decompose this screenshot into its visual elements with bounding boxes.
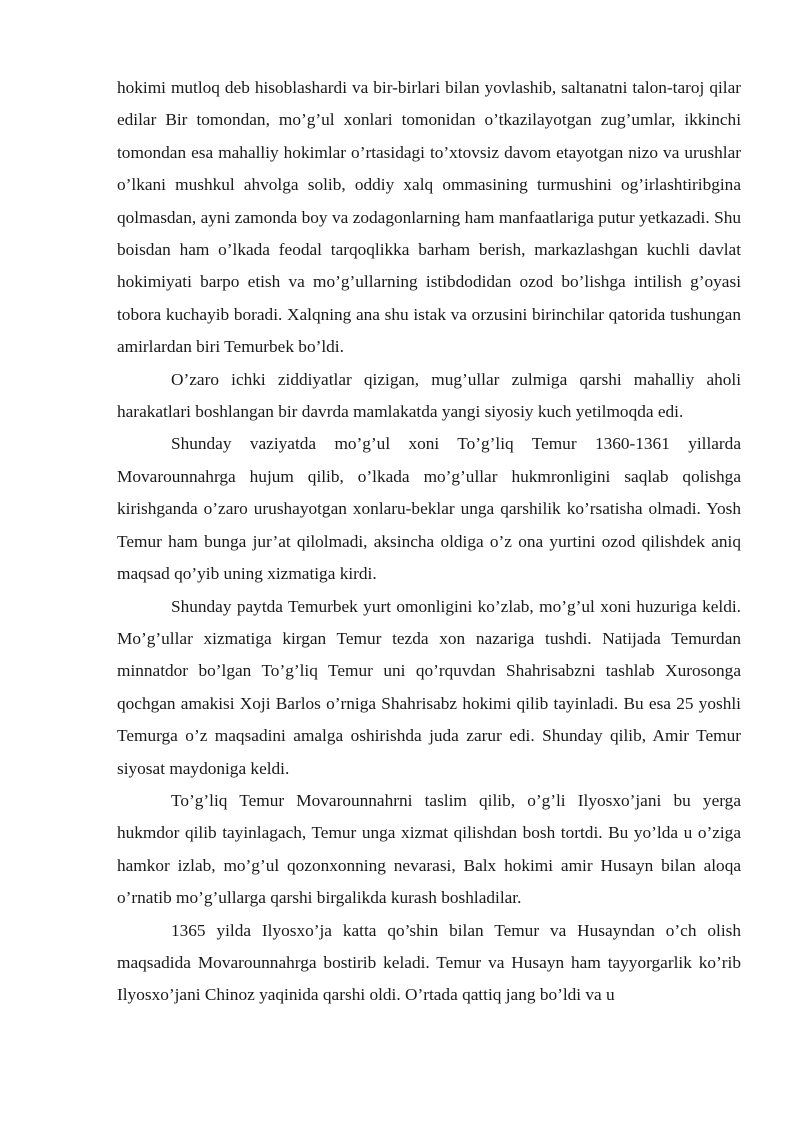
paragraph-4: Shunday paytda Temurbek yurt omonligini ko’zlab, mo’g’ul xoni huzuriga keldi. Mo’g’ullar xizmatiga kirgan Temur tezda xon nazariga tushdi. Natijada Temurdan minnatdor bo’lgan To’g’liq Temur uni qo’rquvdan Shahrisabzni tashlab Xurosonga qochgan amakisi Xoji Barlos o’rniga Shahrisabz hokimi qilib tayinladi. Bu esa 25 yoshli Temurga o’z maqsadini amalga oshirishda juda zarur edi. Shunday qilib, Amir Temur siyosat maydoniga keldi. <box>117 596 741 778</box>
paragraph-2: O’zaro ichki ziddiyatlar qizigan, mug’ullar zulmiga qarshi mahalliy aholi harakatlari boshlangan bir davrda mamlakatda yangi siyosiy kuch yetilmoqda edi. <box>117 369 741 422</box>
paragraph-3: Shunday vaziyatda mo’g’ul xoni To’g’liq Temur 1360-1361 yillarda Movarounnahrga hujum qilib, o’lkada mo’g’ullar hukmronligini saqlab qolishga kirishganda o’zaro urushayotgan xonlaru-beklar unga qarshilik ko’rsatisha olmadi. Yosh Temur ham bunga jur’at qilolmadi, aksincha oldiga o’z ona yurtini ozod qilishdek aniq maqsad qo’yib uning xizmatiga kirdi. <box>117 434 741 584</box>
paragraph-1: hokimi mutloq deb hisoblashardi va bir-birlari bilan yovlashib, saltanatni talon-taroj qilar edilar Bir tomondan, mo’g’ul xonlari tomonidan o’tkazilayotgan zug’umlar, ikkinchi tomondan esa mahalliy hokimlar o’rtasidagi to’xtovsiz davom etayotgan nizo va urushlar o’lkani mushkul ahvolga solib, oddiy xalq ommasining turmushini og’irlashtiribgina qolmasdan, ayni zamonda boy va zodagonlarning ham manfaatlariga putur yetkazadi. Shu boisdan ham o’lkada feodal tarqoqlikka barham berish, markazlashgan kuchli davlat hokimiyati barpo etish va mo’g’ullarning istibdodidan ozod bo’lishga intilish g’oyasi tobora kuchayib boradi. Xalqning ana shu istak va orzusini birinchilar qatorida tushungan amirlardan biri Temurbek bo’ldi. <box>117 78 741 357</box>
document-body <box>117 72 741 1012</box>
paragraph-5: To’g’liq Temur Movarounnahrni taslim qilib, o’g’li Ilyosxo’jani bu yerga hukmdor qilib tayinlagach, Temur unga xizmat qilishdan bosh tortdi. Bu yo’lda u o’ziga hamkor izlab, mo’g’ul qozonxonning nevarasi, Balx hokimi amir Husayn bilan aloqa o’rnatib mo’g’ullarga qarshi birgalikda kurash boshladilar. <box>117 790 741 908</box>
paragraph-6: 1365 yilda Ilyosxo’ja katta qo’shin bilan Temur va Husayndan o’ch olish maqsadida Movarounnahrga bostirib keladi. Temur va Husayn ham tayyorgarlik ko’rib Ilyosxo’jani Chinoz yaqinida qarshi oldi. O’rtada qattiq jang bo’ldi va u <box>117 920 741 1005</box>
